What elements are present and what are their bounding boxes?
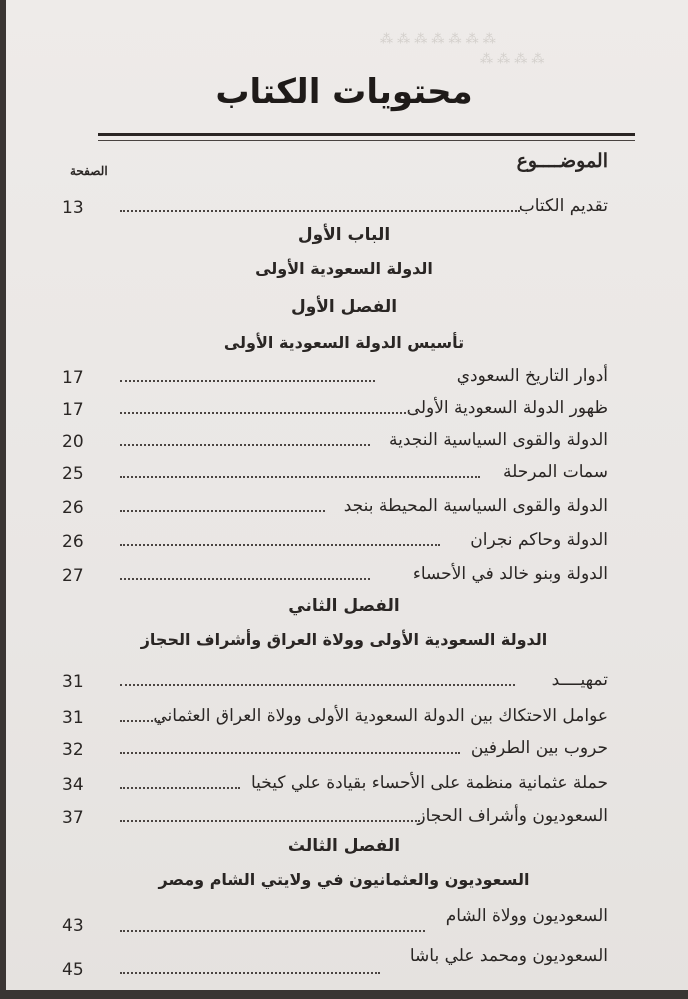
toc-entry xyxy=(62,424,608,454)
toc-leader-dots xyxy=(120,787,240,789)
toc-leader-dots xyxy=(120,752,460,754)
toc-entry xyxy=(62,360,608,390)
toc-leader-dots xyxy=(120,578,370,580)
page-title: محتويات الكتاب xyxy=(215,72,473,112)
part-title: الدولة السعودية الأولى xyxy=(255,259,433,278)
toc-entry-text: تقديم الكتاب xyxy=(518,196,608,216)
bleed-through-text: ⁂ ⁂ ⁂ ⁂ ⁂ ⁂ ⁂ xyxy=(380,32,496,47)
toc-entry-page: 43 xyxy=(62,916,84,936)
toc-entry-page: 27 xyxy=(62,566,84,586)
toc-entry xyxy=(62,940,608,982)
toc-entry xyxy=(62,190,608,220)
title-rule-thin xyxy=(98,140,635,141)
page-left-edge xyxy=(0,0,6,999)
toc-entry xyxy=(62,490,608,520)
toc-entry xyxy=(62,800,608,830)
page-bottom-edge xyxy=(0,990,688,999)
chapter-heading: الفصل الثاني xyxy=(288,596,400,616)
toc-leader-dots xyxy=(120,544,440,546)
toc-entry-text: ظهور الدولة السعودية الأولى xyxy=(406,398,608,418)
toc-entry-page: 17 xyxy=(62,400,84,420)
toc-entry xyxy=(62,392,608,422)
subject-column-label: الموضــــوع xyxy=(516,150,608,172)
toc-entry xyxy=(62,664,608,694)
toc-leader-dots xyxy=(120,210,520,212)
toc-entry-text: الدولة والقوى السياسية النجدية xyxy=(389,430,608,450)
toc-entry xyxy=(62,524,608,554)
toc-entry-page: 45 xyxy=(62,960,84,980)
toc-leader-dots xyxy=(120,930,425,932)
toc-entry xyxy=(62,902,608,938)
toc-entry-page: 31 xyxy=(62,708,84,728)
toc-entry-page: 25 xyxy=(62,464,84,484)
toc-entry-page: 26 xyxy=(62,498,84,518)
toc-entry xyxy=(62,558,608,588)
toc-entry xyxy=(62,732,608,762)
toc-entry-page: 31 xyxy=(62,672,84,692)
bleed-through-text: ⁂ ⁂ ⁂ ⁂ xyxy=(480,52,545,67)
toc-entry-text: الدولة وحاكم نجران xyxy=(470,530,608,550)
toc-leader-dots xyxy=(120,380,375,382)
toc-entry-page: 17 xyxy=(62,368,84,388)
toc-entry-text: سمات المرحلة xyxy=(502,462,608,482)
toc-leader-dots xyxy=(120,412,410,414)
toc-leader-dots xyxy=(120,444,370,446)
page-column-label: الصفحة xyxy=(70,164,108,178)
toc-entry-text: حملة عثمانية منظمة على الأحساء بقيادة علي كيخيا xyxy=(250,773,608,793)
title-rule-thick xyxy=(98,133,635,136)
toc-leader-dots xyxy=(120,972,380,974)
toc-leader-dots xyxy=(120,720,160,722)
toc-entry-page: 26 xyxy=(62,532,84,552)
toc-entry-text: أدوار التاريخ السعودي xyxy=(456,366,608,386)
toc-entry xyxy=(62,700,608,730)
part-heading: الباب الأول xyxy=(297,225,391,245)
toc-entry xyxy=(62,456,608,486)
toc-entry-text: الدولة وبنو خالد في الأحساء xyxy=(412,564,608,584)
chapter-title: السعوديون والعثمانيون في ولايتي الشام ومصر xyxy=(158,870,530,889)
toc-entry-text: تمهيــــد xyxy=(551,670,608,690)
toc-leader-dots xyxy=(120,684,515,686)
toc-entry-page: 13 xyxy=(62,198,84,218)
toc-leader-dots xyxy=(120,820,420,822)
toc-entry-text: السعوديون ومحمد علي باشا xyxy=(409,946,608,966)
toc-entry-text: السعوديون وولاة الشام xyxy=(445,906,608,926)
toc-entry-text: السعوديون وأشراف الحجاز xyxy=(417,806,608,826)
chapter-title: تأسيس الدولة السعودية الأولى xyxy=(223,333,465,352)
toc-entry-page: 20 xyxy=(62,432,84,452)
toc-entry-page: 37 xyxy=(62,808,84,828)
toc-entry-text: عوامل الاحتكاك بين الدولة السعودية الأولى وولاة العراق العثماني xyxy=(153,706,608,726)
toc-entry-text: الدولة والقوى السياسية المحيطة بنجد xyxy=(343,496,608,516)
toc-leader-dots xyxy=(120,476,480,478)
toc-entry-text: حروب بين الطرفين xyxy=(470,738,608,758)
toc-entry-page: 32 xyxy=(62,740,84,760)
toc-entry xyxy=(62,767,608,797)
chapter-heading: الفصل الثالث xyxy=(287,836,401,856)
toc-entry-page: 34 xyxy=(62,775,84,795)
chapter-heading: الفصل الأول xyxy=(290,297,398,317)
toc-leader-dots xyxy=(120,510,325,512)
chapter-title: الدولة السعودية الأولى وولاة العراق وأشراف الحجاز xyxy=(140,630,548,649)
